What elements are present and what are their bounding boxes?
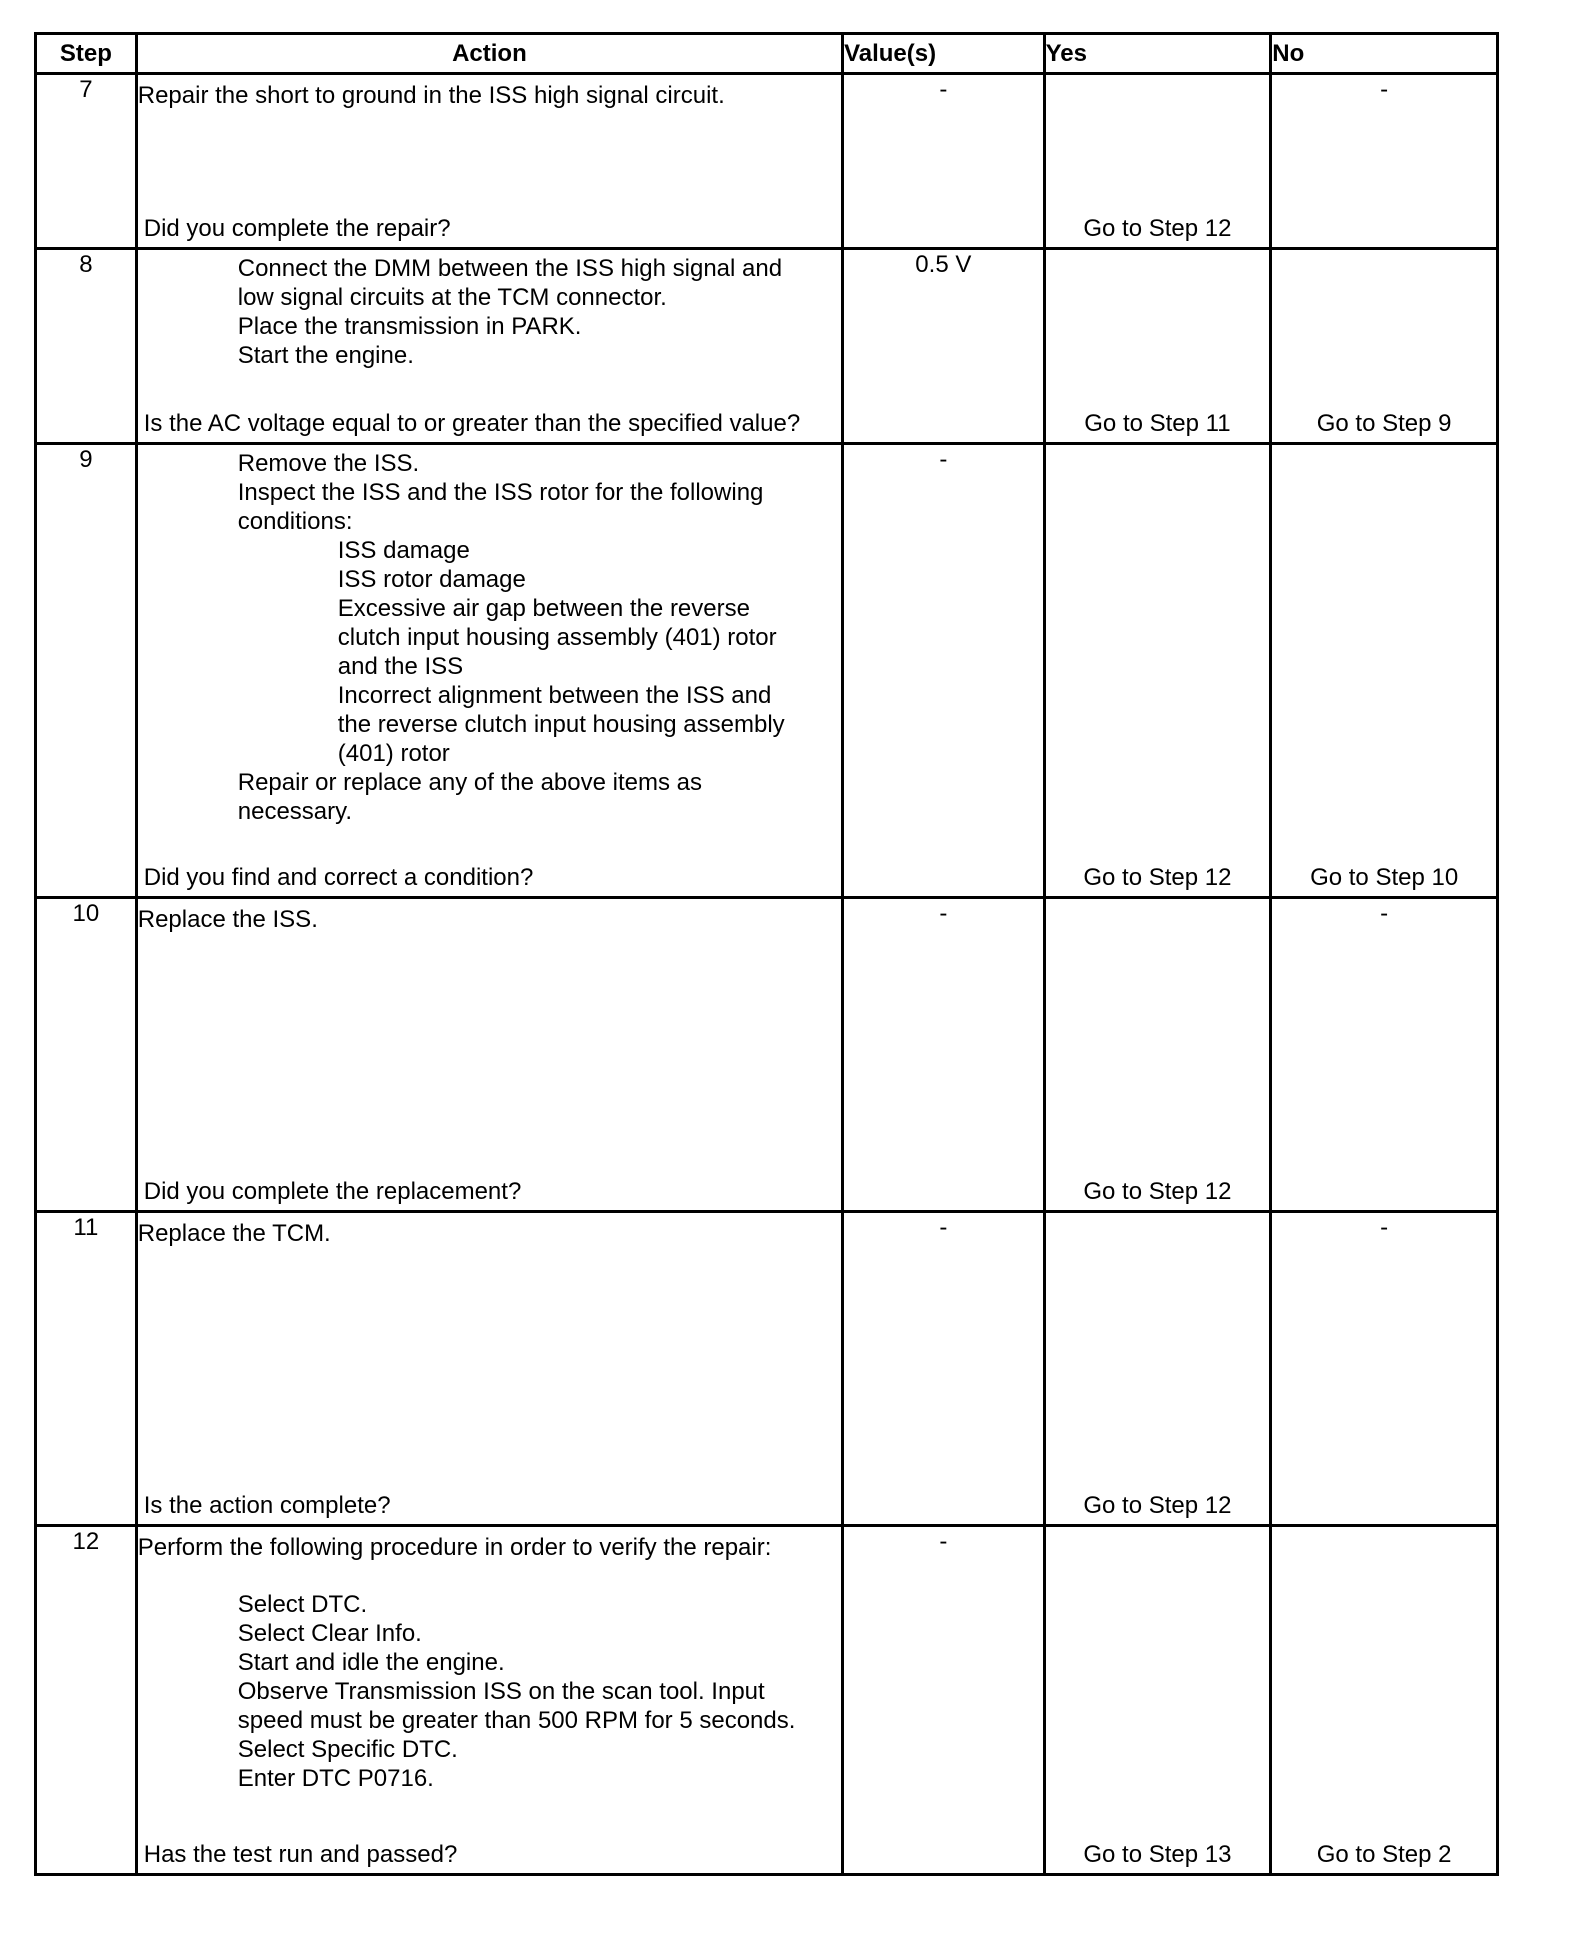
header-yes: Yes: [1044, 34, 1271, 74]
table-row-step-11: [36, 1212, 1498, 1526]
yes-link: Go to Step 12: [1083, 864, 1232, 891]
action-question: Has the test run and passed?: [143, 1841, 458, 1868]
action-list-item: Start and idle the engine.: [237, 1649, 505, 1676]
action-question: Did you find and correct a condition?: [143, 864, 534, 891]
action-text: Replace the TCM.: [137, 1220, 331, 1247]
sublist-item: (401) rotor: [337, 740, 450, 767]
no-cell: -: [1271, 74, 1498, 249]
step-number: 12: [36, 1526, 137, 1875]
sublist-item: and the ISS: [337, 653, 464, 680]
table-row-step-12: [36, 1526, 1498, 1875]
yes-link: Go to Step 12: [1083, 1178, 1232, 1205]
action-cell: [136, 74, 842, 249]
sublist-item: ISS damage: [337, 537, 470, 564]
no-link: Go to Step 9: [1316, 410, 1452, 437]
value-cell: 0.5 V: [843, 249, 1045, 444]
header-values: Value(s): [843, 34, 1045, 74]
action-list-item: Inspect the ISS and the ISS rotor for the following: [237, 479, 764, 506]
step-number: 7: [36, 74, 137, 249]
action-list-item: necessary.: [237, 798, 353, 825]
action-list-item: speed must be greater than 500 RPM for 5 seconds.: [237, 1707, 796, 1734]
header-step: Step: [36, 34, 137, 74]
yes-cell: [1044, 1526, 1271, 1875]
yes-cell: [1044, 74, 1271, 249]
no-cell: -: [1271, 1212, 1498, 1526]
condition-sublist: [138, 536, 841, 768]
value-cell: -: [843, 898, 1045, 1212]
yes-link: Go to Step 11: [1084, 410, 1231, 437]
diagnostic-table: [34, 32, 1499, 1876]
no-cell: -: [1271, 898, 1498, 1212]
header-action: Action: [136, 34, 842, 74]
action-question: Is the AC voltage equal to or greater than the specified value?: [143, 410, 801, 437]
action-question: Did you complete the replacement?: [143, 1178, 522, 1205]
action-list-item: Select Specific DTC.: [237, 1736, 458, 1763]
action-list-item: Select Clear Info.: [237, 1620, 422, 1647]
action-text: Repair the short to ground in the ISS high signal circuit.: [137, 82, 725, 109]
yes-link: Go to Step 13: [1083, 1841, 1232, 1868]
action-text: Perform the following procedure in order to verify the repair:: [137, 1534, 772, 1561]
action-list-item: low signal circuits at the TCM connector.: [237, 284, 667, 311]
yes-link: Go to Step 12: [1083, 215, 1232, 242]
header-row: [36, 34, 1498, 74]
action-cell: [136, 444, 842, 898]
yes-cell: [1044, 249, 1271, 444]
action-list-item: Observe Transmission ISS on the scan tool. Input: [237, 1678, 765, 1705]
sublist-item: the reverse clutch input housing assembly: [337, 711, 785, 738]
value-cell: -: [843, 74, 1045, 249]
step-number: 10: [36, 898, 137, 1212]
action-list: [138, 445, 841, 536]
value-cell: -: [843, 1526, 1045, 1875]
action-list-item: Place the transmission in PARK.: [237, 313, 582, 340]
table-row-step-8: [36, 249, 1498, 444]
action-cell: [136, 1526, 842, 1875]
step-number: 11: [36, 1212, 137, 1526]
action-cell: [136, 249, 842, 444]
no-link: Go to Step 2: [1316, 1841, 1452, 1868]
no-cell: [1271, 249, 1498, 444]
action-list-item: Start the engine.: [237, 342, 414, 369]
step-number: 8: [36, 249, 137, 444]
sublist-item: clutch input housing assembly (401) rotor: [337, 624, 777, 651]
table-row-step-7: [36, 74, 1498, 249]
action-list: [138, 250, 841, 370]
action-list-item: Connect the DMM between the ISS high signal and: [237, 255, 783, 282]
table-row-step-10: [36, 898, 1498, 1212]
action-question: Did you complete the repair?: [143, 215, 451, 242]
action-list: [138, 768, 841, 826]
action-question: Is the action complete?: [143, 1492, 391, 1519]
action-text: Replace the ISS.: [137, 906, 318, 933]
yes-link: Go to Step 12: [1083, 1492, 1232, 1519]
value-cell: -: [843, 1212, 1045, 1526]
step-number: 9: [36, 444, 137, 898]
action-list-item: Repair or replace any of the above items as: [237, 769, 702, 796]
action-list: [138, 1586, 841, 1793]
sublist-item: Incorrect alignment between the ISS and: [337, 682, 772, 709]
no-link: Go to Step 10: [1310, 864, 1459, 891]
sublist-item: ISS rotor damage: [337, 566, 526, 593]
header-no: No: [1271, 34, 1498, 74]
action-list-item: Enter DTC P0716.: [237, 1765, 434, 1792]
table-row-step-9: [36, 444, 1498, 898]
value-cell: -: [843, 444, 1045, 898]
yes-cell: [1044, 1212, 1271, 1526]
action-cell: [136, 898, 842, 1212]
action-cell: [136, 1212, 842, 1526]
action-list-item: Remove the ISS.: [237, 450, 420, 477]
sublist-item: Excessive air gap between the reverse: [337, 595, 750, 622]
no-cell: [1271, 444, 1498, 898]
action-list-item: Select DTC.: [237, 1591, 368, 1618]
yes-cell: [1044, 444, 1271, 898]
action-list-item: conditions:: [237, 508, 353, 535]
yes-cell: [1044, 898, 1271, 1212]
no-cell: [1271, 1526, 1498, 1875]
